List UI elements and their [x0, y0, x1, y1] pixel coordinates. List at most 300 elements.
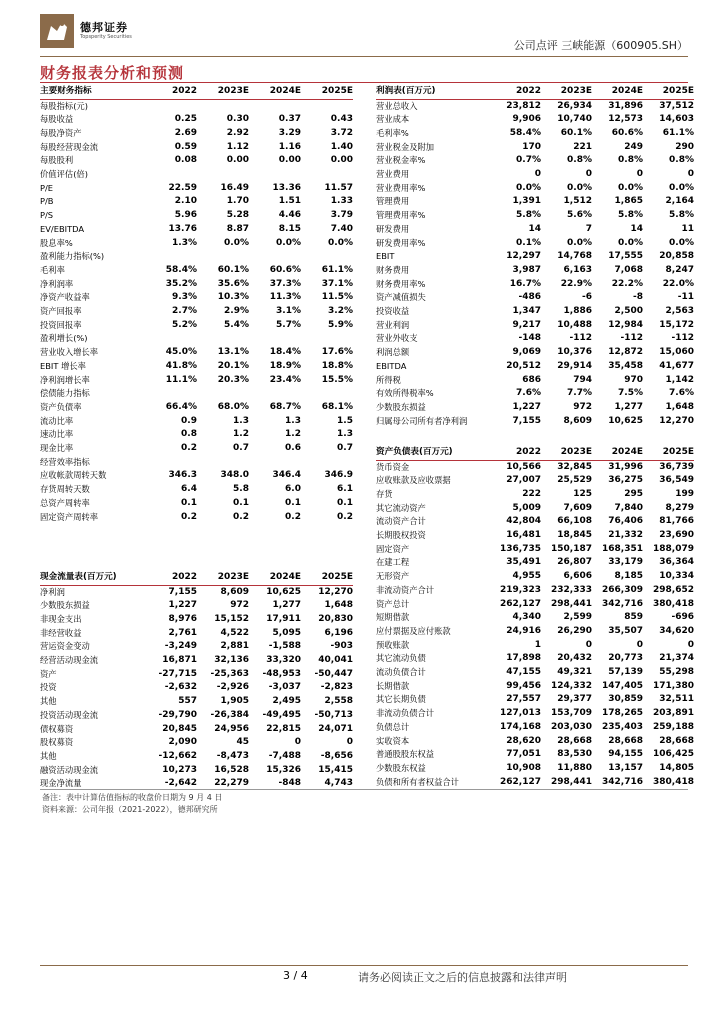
cell-value: 14,805 — [659, 762, 694, 773]
cell-value: 6.1 — [337, 484, 353, 495]
row-label: 固定资产周转率 — [40, 511, 99, 522]
cell-value: 0 — [636, 169, 643, 180]
table-row — [40, 195, 353, 209]
cell-value: 0 — [687, 169, 694, 180]
cell-value: 0.2 — [181, 443, 197, 454]
cell-value — [145, 456, 197, 470]
cell-value: 68.0% — [217, 401, 249, 412]
table-row — [40, 154, 353, 168]
table-row — [376, 291, 694, 305]
cell-value: 4,340 — [512, 612, 541, 623]
cell-value: 83,530 — [557, 749, 592, 760]
cell-value: 11.3% — [269, 292, 301, 303]
table-row — [376, 502, 694, 516]
row-label: 在建工程 — [376, 557, 410, 568]
cell-value: 29,914 — [557, 360, 592, 371]
year-header: 2022 — [145, 570, 197, 585]
table-row — [376, 515, 694, 529]
cell-value — [145, 168, 197, 182]
cell-value: 27,557 — [506, 694, 541, 705]
cell-value: 3.72 — [330, 127, 353, 138]
cell-value: -2,926 — [216, 682, 249, 693]
table-row — [376, 99, 694, 113]
row-label: 无形资产 — [376, 571, 410, 582]
cell-value: 12,297 — [506, 251, 541, 262]
cell-value: 24,071 — [318, 723, 353, 734]
cell-value: 342,716 — [602, 598, 643, 609]
year-header: 2022 — [490, 445, 541, 460]
cell-value: 20,773 — [608, 653, 643, 664]
cell-value: 3.29 — [278, 127, 301, 138]
row-label: 长期借款 — [376, 680, 410, 691]
table-row — [40, 346, 353, 360]
cell-value: -148 — [518, 333, 541, 344]
cell-value: 0 — [636, 639, 643, 650]
cell-value: 28,668 — [557, 735, 592, 746]
table-row — [40, 223, 353, 237]
cell-value: 0.0% — [669, 237, 694, 248]
cell-value: 9,217 — [512, 319, 541, 330]
cell-value: 33,320 — [266, 655, 301, 666]
cell-value: -2,823 — [320, 682, 353, 693]
row-label: 股息率% — [40, 237, 73, 248]
cell-value: 0.2 — [337, 511, 353, 522]
cell-value: 49,321 — [557, 667, 592, 678]
cell-value: 15,415 — [318, 764, 353, 775]
cell-value: -12,662 — [158, 750, 197, 761]
cell-value: 8,279 — [665, 502, 694, 513]
table-row — [376, 195, 694, 209]
cell-value: 2.9% — [224, 306, 249, 317]
year-header: 2023E — [197, 84, 249, 99]
cell-value: 1.3 — [285, 415, 301, 426]
cell-value: 15,172 — [659, 319, 694, 330]
row-label: 营业收入增长率 — [40, 347, 99, 358]
cell-value: 178,265 — [602, 708, 643, 719]
cell-value: -112 — [620, 333, 643, 344]
table-row — [40, 456, 353, 470]
table-row — [376, 488, 694, 502]
row-label: 每股经营现金流 — [40, 141, 99, 152]
cell-value: -6 — [582, 292, 592, 303]
row-label: 其它长期负债 — [376, 694, 426, 705]
cell-value: 16.49 — [220, 182, 249, 193]
cell-value: 1.40 — [330, 141, 353, 152]
row-label: 资产 — [40, 668, 57, 679]
row-label: 营业成本 — [376, 114, 410, 125]
cell-value: 10,566 — [506, 461, 541, 472]
cell-value: -486 — [518, 292, 541, 303]
cell-value: 2,164 — [665, 196, 694, 207]
table-row — [376, 474, 694, 488]
row-label: 应收帐款周转天数 — [40, 470, 107, 481]
row-label: 普通股股东权益 — [376, 749, 435, 760]
row-label: 现金净流量 — [40, 778, 82, 789]
table-row — [376, 721, 694, 735]
row-label: EBIT — [376, 251, 395, 262]
row-label: 营业税金率% — [376, 155, 426, 166]
cell-value: 348.0 — [220, 470, 249, 481]
cell-value: 346.9 — [324, 470, 353, 481]
cell-value: 2,090 — [168, 737, 197, 748]
row-label: 流动负债合计 — [376, 667, 426, 678]
row-label: 存货 — [376, 488, 393, 499]
cell-value: 26,290 — [557, 625, 592, 636]
table-header-row — [40, 570, 353, 585]
table-row — [40, 305, 353, 319]
cell-value: 0.0% — [276, 237, 301, 248]
row-label: 非现金支出 — [40, 613, 82, 624]
row-label: 非流动资产合计 — [376, 584, 435, 595]
year-header: 2024E — [592, 445, 643, 460]
cell-value: 153,709 — [551, 708, 592, 719]
cell-value: 0.0% — [328, 237, 353, 248]
row-label: 其他 — [40, 696, 57, 707]
table-row — [40, 387, 353, 401]
cell-value — [249, 99, 301, 113]
cell-value: 0.00 — [330, 155, 353, 166]
table-row — [40, 497, 353, 511]
cell-value: 0.0% — [567, 237, 592, 248]
cell-value: 6,606 — [563, 571, 592, 582]
cell-value: 12,270 — [318, 586, 353, 597]
cell-value: 7.6% — [669, 388, 694, 399]
cell-value: 199 — [675, 488, 694, 499]
row-label: 存货周转天数 — [40, 484, 90, 495]
cell-value: 0.7 — [337, 443, 353, 454]
cell-value: 0.9 — [181, 415, 197, 426]
cell-value: 5.9% — [328, 319, 353, 330]
table-row — [40, 374, 353, 388]
cell-value: 31,996 — [608, 461, 643, 472]
cell-value: 36,739 — [659, 461, 694, 472]
row-label: EBITDA — [376, 360, 407, 371]
cell-value: 106,425 — [653, 749, 694, 760]
cell-value: 2,563 — [665, 306, 694, 317]
row-label: 投资收益 — [376, 306, 410, 317]
cell-value: 1.5 — [337, 415, 353, 426]
cell-value: 28,668 — [659, 735, 694, 746]
year-header: 2025E — [643, 445, 694, 460]
cell-value: 4,955 — [512, 571, 541, 582]
cell-value: 17,898 — [506, 653, 541, 664]
table-row — [40, 168, 353, 182]
row-label: 其他 — [40, 750, 57, 761]
cell-value: 0 — [534, 169, 541, 180]
table-row — [40, 319, 353, 333]
cell-value: 15.5% — [321, 374, 353, 385]
cell-value: 20,512 — [506, 360, 541, 371]
cell-value: 10,908 — [506, 762, 541, 773]
cell-value: 0.0% — [567, 182, 592, 193]
cell-value: 7.40 — [330, 223, 353, 234]
table-row — [40, 209, 353, 223]
cell-value: 4,522 — [220, 627, 249, 638]
cell-value: 8.87 — [226, 223, 249, 234]
year-header: 2023E — [541, 445, 592, 460]
table-row — [40, 237, 353, 251]
cell-value: 99,456 — [506, 680, 541, 691]
cell-value: 222 — [522, 488, 541, 499]
table-row — [376, 182, 694, 196]
cell-value: 17.6% — [321, 347, 353, 358]
table-row — [376, 264, 694, 278]
cell-value: 8,976 — [168, 613, 197, 624]
row-label: 经营效率指标 — [40, 456, 90, 467]
year-header: 2024E — [249, 84, 301, 99]
cell-value: 28,620 — [506, 735, 541, 746]
cell-value: 58.4% — [509, 127, 541, 138]
row-label: 其它流动负债 — [376, 653, 426, 664]
cell-value: 2.69 — [174, 127, 197, 138]
cell-value: 21,332 — [608, 530, 643, 541]
cell-value — [249, 387, 301, 401]
cell-value: 10,488 — [557, 319, 592, 330]
table-row — [40, 764, 353, 778]
cell-value: 24,916 — [506, 625, 541, 636]
cell-value: 136,735 — [500, 543, 541, 554]
cell-value — [197, 332, 249, 346]
table-row — [40, 750, 353, 764]
cell-value: 47,155 — [506, 667, 541, 678]
cell-value: 5.8% — [618, 210, 643, 221]
cell-value: 36,549 — [659, 475, 694, 486]
cell-value: 0.0% — [669, 182, 694, 193]
cell-value: 5.8% — [516, 210, 541, 221]
row-label: 营业外收支 — [376, 333, 418, 344]
row-label: 债权募资 — [40, 723, 74, 734]
cell-value: 17,911 — [266, 613, 301, 624]
cell-value: 150,187 — [551, 543, 592, 554]
row-label: 少数股东权益 — [376, 762, 426, 773]
table-row — [40, 291, 353, 305]
table-row — [40, 469, 353, 483]
year-header: 2025E — [301, 570, 353, 585]
cell-value: 8,247 — [665, 264, 694, 275]
cell-value: 30,859 — [608, 694, 643, 705]
cell-value: 21,374 — [659, 653, 694, 664]
cell-value: 10,376 — [557, 347, 592, 358]
row-label: 有效所得税率% — [376, 388, 434, 399]
cell-value: 14 — [528, 223, 541, 234]
cell-value: 41.8% — [165, 360, 197, 371]
cell-value — [145, 387, 197, 401]
table-row — [40, 511, 353, 525]
cell-value: 1.70 — [226, 196, 249, 207]
cell-value: 7.5% — [618, 388, 643, 399]
table-header-row — [40, 84, 353, 99]
cell-value: 0.0% — [618, 182, 643, 193]
cell-value: 2.10 — [174, 196, 197, 207]
row-label: 投资回报率 — [40, 319, 82, 330]
table-row — [40, 250, 353, 264]
cell-value: 40,041 — [318, 655, 353, 666]
row-label: 盈利增长(%) — [40, 333, 88, 344]
row-label: 应付票据及应付账款 — [376, 625, 451, 636]
row-label: 营业总收入 — [376, 100, 418, 111]
table-row — [376, 346, 694, 360]
cell-value: -2,632 — [164, 682, 197, 693]
row-label: 净利润率 — [40, 278, 74, 289]
cell-value: 55,298 — [659, 667, 694, 678]
cell-value: -29,790 — [158, 709, 197, 720]
table-row — [40, 332, 353, 346]
debang-logo-icon — [40, 14, 74, 48]
row-label: 应收账款及应收票据 — [376, 475, 451, 486]
cell-value: 15,326 — [266, 764, 301, 775]
table-row — [376, 113, 694, 127]
cell-value: 0.1 — [337, 497, 353, 508]
table-row — [376, 735, 694, 749]
cell-value: 9,069 — [512, 347, 541, 358]
cell-value: 12,573 — [608, 114, 643, 125]
cell-value: 18.9% — [269, 360, 301, 371]
cell-value: -3,249 — [164, 641, 197, 652]
cell-value: 235,403 — [602, 721, 643, 732]
cell-value: 35.6% — [217, 278, 249, 289]
cell-value: 61.1% — [321, 264, 353, 275]
cell-value: 7,840 — [614, 502, 643, 513]
cell-value — [197, 168, 249, 182]
cell-value: 24,956 — [214, 723, 249, 734]
cell-value: 0.1 — [181, 497, 197, 508]
cell-value: 6.4 — [181, 484, 197, 495]
cell-value: 76,406 — [608, 516, 643, 527]
cell-value: 0.59 — [174, 141, 197, 152]
cell-value — [301, 456, 353, 470]
cell-value — [145, 250, 197, 264]
cell-value: 0.8% — [669, 155, 694, 166]
cell-value: 2,558 — [324, 696, 353, 707]
row-label: P/S — [40, 210, 54, 221]
cell-value: 0.08 — [174, 155, 197, 166]
cell-value: 20.1% — [217, 360, 249, 371]
row-label: 每股净资产 — [40, 127, 82, 138]
table-row — [40, 141, 353, 155]
cell-value: 125 — [573, 488, 592, 499]
table-row — [376, 305, 694, 319]
cell-value: 1,347 — [512, 306, 541, 317]
table-row — [376, 625, 694, 639]
cell-value: 45 — [236, 737, 249, 748]
table-row — [376, 556, 694, 570]
row-label: 财务费用 — [376, 264, 410, 275]
row-label: 负债和所有者权益合计 — [376, 776, 459, 787]
cell-value: 20,830 — [318, 613, 353, 624]
table-row — [376, 611, 694, 625]
cell-value: -3,037 — [268, 682, 301, 693]
cell-value: 170 — [522, 141, 541, 152]
income-statement-table — [376, 84, 694, 428]
row-label: 每股股利 — [40, 155, 74, 166]
row-label: 资产回报率 — [40, 306, 82, 317]
cell-value: 972 — [230, 600, 249, 611]
cell-value: 221 — [573, 141, 592, 152]
row-label: 盈利能力指标(%) — [40, 251, 105, 262]
cell-value: 1.2 — [285, 429, 301, 440]
table-row — [40, 428, 353, 442]
cell-value: 0.0% — [516, 182, 541, 193]
table-row — [376, 237, 694, 251]
row-label: 流动资产合计 — [376, 516, 426, 527]
table-row — [376, 360, 694, 374]
cell-value: 346.3 — [168, 470, 197, 481]
table-title: 主要财务指标 — [40, 84, 145, 99]
row-label: 实收资本 — [376, 735, 410, 746]
cell-value: 1.51 — [278, 196, 301, 207]
cell-value: 29,377 — [557, 694, 592, 705]
table-row — [40, 695, 353, 709]
cell-value: 22,815 — [266, 723, 301, 734]
cell-value: 1,391 — [512, 196, 541, 207]
cell-value: 36,364 — [659, 557, 694, 568]
row-label: 净资产收益率 — [40, 292, 90, 303]
section-title: 财务报表分析和预测 — [40, 64, 185, 82]
cell-value: 66.4% — [165, 401, 197, 412]
cell-value: -50,447 — [314, 668, 353, 679]
header-divider — [40, 56, 688, 57]
cell-value: 1.3 — [233, 415, 249, 426]
cell-value: 37.3% — [269, 278, 301, 289]
cell-value: 346.4 — [272, 470, 301, 481]
cell-value — [249, 456, 301, 470]
row-label: 营运资金变动 — [40, 641, 90, 652]
row-label: 流动比率 — [40, 415, 74, 426]
cell-value: -8,656 — [320, 750, 353, 761]
cell-value: 174,168 — [500, 721, 541, 732]
cell-value: 0.2 — [285, 511, 301, 522]
table-row — [376, 529, 694, 543]
cell-value: 31,896 — [608, 100, 643, 111]
cell-value: 13.36 — [272, 182, 301, 193]
year-header: 2024E — [249, 570, 301, 585]
row-label: 归属母公司所有者净利润 — [376, 415, 468, 426]
cell-value: 5.28 — [226, 210, 249, 221]
cell-value — [197, 99, 249, 113]
year-header: 2022 — [145, 84, 197, 99]
report-title: 公司点评 三峡能源（600905.SH） — [513, 39, 688, 52]
row-label: 净利润增长率 — [40, 374, 90, 385]
cell-value: 249 — [624, 141, 643, 152]
cell-value: 22.0% — [662, 278, 694, 289]
cell-value: 15,060 — [659, 347, 694, 358]
cell-value: 6.0 — [285, 484, 301, 495]
cell-value: 58.4% — [165, 264, 197, 275]
table-title: 利润表(百万元) — [376, 84, 490, 99]
cell-value: 5.7% — [276, 319, 301, 330]
cell-value: 20.3% — [217, 374, 249, 385]
table-row — [376, 387, 694, 401]
cell-value: -903 — [330, 641, 353, 652]
cell-value: 8,609 — [563, 415, 592, 426]
row-label: 货币资金 — [376, 461, 410, 472]
cell-value: 11 — [681, 223, 694, 234]
cell-value: -49,495 — [262, 709, 301, 720]
row-label: 研发费用率% — [376, 237, 426, 248]
cell-value: 859 — [624, 612, 643, 623]
table-row — [40, 613, 353, 627]
cell-value: 34,620 — [659, 625, 694, 636]
cell-value: 0 — [585, 639, 592, 650]
cell-value: 42,804 — [506, 516, 541, 527]
cell-value: 11.57 — [324, 182, 353, 193]
row-label: 短期借款 — [376, 612, 410, 623]
disclaimer-text: 请务必阅读正文之后的信息披露和法律声明 — [358, 971, 567, 984]
cell-value: 0.6 — [285, 443, 301, 454]
table-row — [376, 415, 694, 429]
cell-value: 2.7% — [172, 306, 197, 317]
table-row — [376, 154, 694, 168]
